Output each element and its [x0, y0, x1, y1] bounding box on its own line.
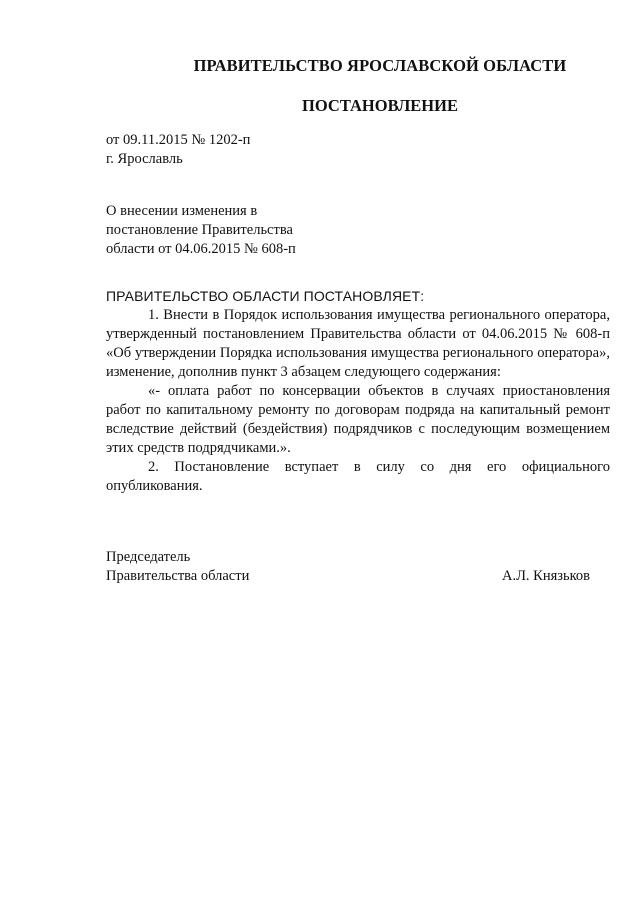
paragraph-quote: «- оплата работ по консервации объектов в случаях приостановления работ по капитальному ремонту по договорам подряда на капитальный ремонт вследствие действий (бездействия) подрядчиков с последующим возмещением этих средств подрядчиками.».: [106, 383, 610, 456]
document-meta: [106, 131, 250, 169]
signer-title-line1: Председатель: [106, 549, 191, 565]
subject-line: области от 04.06.2015 № 608-п: [106, 241, 296, 257]
place: г. Ярославль: [106, 151, 183, 167]
organization-heading: ПРАВИТЕЛЬСТВО ЯРОСЛАВСКОЙ ОБЛАСТИ: [193, 56, 567, 75]
document-type-heading: ПОСТАНОВЛЕНИЕ: [302, 96, 458, 115]
resolution-lead: ПРАВИТЕЛЬСТВО ОБЛАСТИ ПОСТАНОВЛЯЕТ:: [106, 288, 425, 304]
subject-line: постановление Правительства: [106, 222, 293, 238]
signer-title-line2: Правительства области: [106, 568, 250, 584]
paragraph-2: 2. Постановление вступает в силу со дня его официального опубликования.: [106, 459, 610, 494]
signer-name: А.Л. Князьков: [501, 568, 590, 584]
date-number: от 09.11.2015 № 1202-п: [106, 132, 251, 148]
subject-line: О внесении изменения в: [106, 203, 258, 219]
document-body: [106, 287, 610, 496]
paragraph-1: 1. Внести в Порядок использования имущества регионального оператора, утвержденный постановлением Правительства области от 04.06.2015 № 608-п «Об утверждении Порядка использования имущества регионального оператора», изменение, дополнив пункт 3 абзацем следующего содержания:: [106, 307, 610, 380]
signature-block: [106, 548, 590, 586]
document-subject: [106, 202, 296, 259]
